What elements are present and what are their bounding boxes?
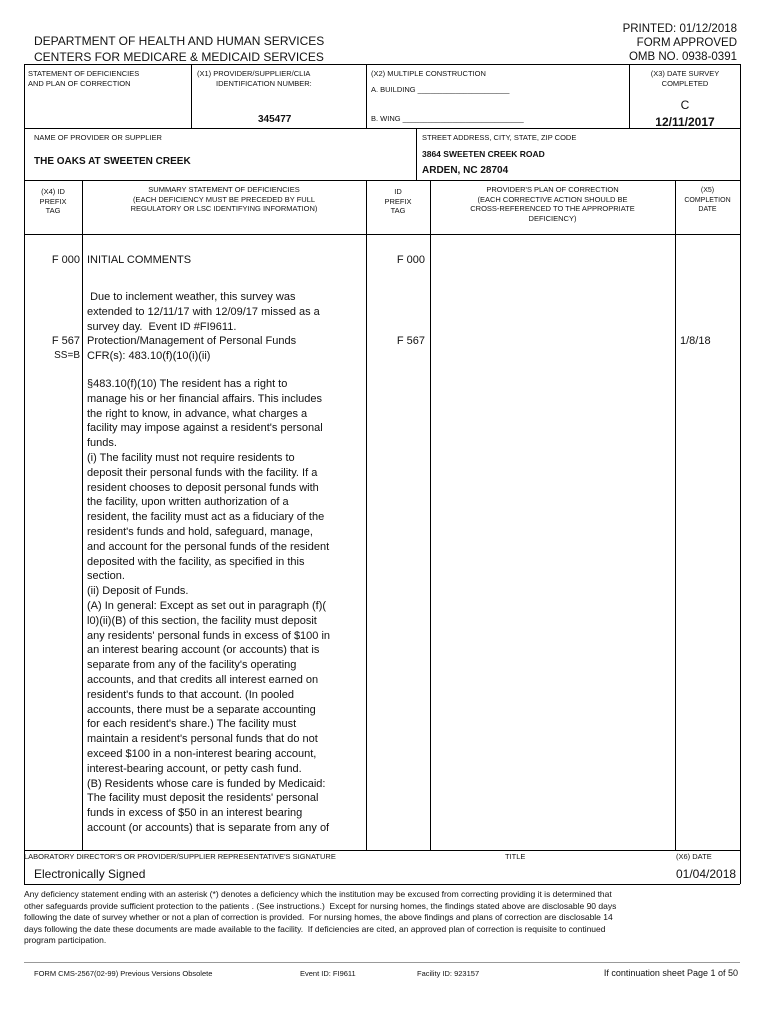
- summary-header-line: REGULATORY OR LSC IDENTIFYING INFORMATION): [130, 204, 318, 213]
- x6-date-label: (X6) DATE: [676, 852, 712, 861]
- plan-header-line: DEFICIENCY): [528, 213, 577, 223]
- building-label: A. BUILDING ______________________: [371, 85, 510, 94]
- signature-bottom: [24, 884, 740, 885]
- id-header-line: TAG: [390, 206, 406, 215]
- event-id: Event ID: FI9611: [300, 969, 356, 978]
- facility-id: Facility ID: 923157: [417, 969, 480, 978]
- plan-header-line: (EACH CORRECTIVE ACTION SHOULD BE: [477, 194, 628, 204]
- f567-severity: SS=B: [54, 350, 80, 361]
- f000-id-tag: F 000: [396, 254, 425, 266]
- x3-label-2: COMPLETED: [661, 79, 709, 88]
- f567-completion-date: 1/8/18: [680, 335, 711, 347]
- summary-header-line: SUMMARY STATEMENT OF DEFICIENCIES: [148, 185, 300, 194]
- statement-label-1: STATEMENT OF DEFICIENCIES: [28, 69, 140, 78]
- x4-header-line: (X4) ID: [41, 187, 65, 196]
- plan-header: [430, 185, 675, 223]
- title-label: TITLE: [505, 852, 526, 861]
- provider-id-number: 345477: [258, 114, 292, 125]
- form-approved: FORM APPROVED: [636, 37, 737, 49]
- summary-header-line: (EACH DEFICIENCY MUST BE PRECEDED BY FULL: [132, 194, 316, 204]
- x3-label-1: (X3) DATE SURVEY: [650, 69, 720, 78]
- x4-header-line: TAG: [45, 206, 61, 215]
- address-label: STREET ADDRESS, CITY, STATE, ZIP CODE: [422, 133, 577, 142]
- printed-date: PRINTED: 01/12/2018: [622, 23, 737, 35]
- x5-header: [675, 186, 740, 215]
- x4-header-line: PREFIX: [39, 196, 67, 206]
- provider-name: THE OAKS AT SWEETEN CREEK: [34, 156, 191, 167]
- signature-date: 01/04/2018: [676, 867, 737, 881]
- plan-header-line: CROSS-REFERENCED TO THE APPROPRIATE: [470, 204, 635, 213]
- signature-value: Electronically Signed: [34, 867, 146, 881]
- x5-header-line: COMPLETION: [684, 196, 731, 204]
- agency-name: CENTERS FOR MEDICARE & MEDICAID SERVICES: [34, 50, 324, 64]
- x5-header-line: (X5): [700, 187, 715, 194]
- survey-type-code: C: [680, 98, 690, 112]
- footer-rule: [24, 962, 740, 963]
- f567-title: Protection/Management of Personal Funds CFR(s): 483.10(f)(10(i)(ii): [87, 335, 297, 362]
- divider: [416, 128, 417, 180]
- x2-label: (X2) MULTIPLE CONSTRUCTION: [371, 69, 486, 78]
- top-border: [24, 64, 740, 65]
- id-prefix-header: [366, 187, 430, 216]
- x1-label-2: IDENTIFICATION NUMBER:: [216, 79, 312, 88]
- omb-number: OMB NO. 0938-0391: [628, 51, 737, 63]
- f567-prefix-tag: F 567: [51, 335, 80, 347]
- plan-header-line: PROVIDER'S PLAN OF CORRECTION: [486, 185, 619, 194]
- f567-id-tag: F 567: [396, 335, 425, 347]
- survey-date: 12/11/2017: [655, 115, 715, 129]
- table-bottom: [24, 850, 740, 851]
- department-name: DEPARTMENT OF HEALTH AND HUMAN SERVICES: [34, 34, 325, 48]
- column-divider: [430, 180, 431, 850]
- id-header-line: ID: [394, 187, 402, 196]
- id-header-line: PREFIX: [384, 196, 412, 206]
- signature-label: LABORATORY DIRECTOR'S OR PROVIDER/SUPPLIER REPRESENTATIVE'S SIGNATURE: [24, 852, 336, 861]
- column-divider: [366, 180, 367, 850]
- f000-prefix-tag: F 000: [51, 254, 80, 266]
- form-number: FORM CMS-2567(02-99) Previous Versions Obsolete: [34, 969, 213, 978]
- divider: [366, 64, 367, 128]
- statement-label-2: AND PLAN OF CORRECTION: [28, 79, 131, 88]
- wing-label: B. WING _____________________________: [371, 114, 524, 123]
- divider: [191, 64, 192, 128]
- provider-block-bottom: [24, 180, 740, 181]
- provider-name-label: NAME OF PROVIDER OR SUPPLIER: [34, 133, 162, 142]
- city-state-zip: ARDEN, NC 28704: [422, 165, 509, 176]
- disclaimer-text: Any deficiency statement ending with an asterisk (*) denotes a deficiency which the institution may be excused from correcting providing it is determined that other safeguards provide sufficient protection to the patients . (See instructions.) Except for nursing homes, the findings stated above are disclosable 90 days following the date of survey whether or not a plan of correction is provided. For nursing homes, the above findings and plans of correction are disclosable 14 days following the date these documents are made available to the facility. If deficiencies are cited, an approved plan of correction is requisite to continued program participation.: [24, 889, 617, 946]
- f567-regulation-text: §483.10(f)(10) The resident has a right to manage his or her financial affairs. This includes the right to know, in advance, what charges a facility may impose against a resident's personal funds. (i) The facility must not require residents to deposit their personal funds with the facility. If a resident chooses to deposit personal funds with the facility, upon written authorization of a resident, the facility must act as a fiduciary of the resident's funds and hold, safeguard, manage, and account for the personal funds of the resident deposited with the facility, as specified in this section. (ii) Deposit of Funds. (A) In general: Except as set out in paragraph (f)( l0)(ii)(B) of this section, the facility must deposit any residents' personal funds in excess of $100 in an interest bearing account (or accounts) that is separate from any of the facility's operating accounts, and that credits all interest earned on resident's funds to that account. (In pooled accounts, there must be a separate accounting for each resident's share.) The facility must maintain a resident's personal funds that do not exceed $100 in a non-interest bearing account, interest-bearing account, or petty cash fund. (B) Residents whose care is funded by Medicaid: The facility must deposit the residents' personal funds in excess of $50 in an interest bearing account (or accounts) that is separate from any of: [87, 378, 331, 834]
- column-divider: [675, 180, 676, 850]
- f000-comment-text: Due to inclement weather, this survey was extended to 12/11/17 with 12/09/17 missed as a survey day. Event ID #FI9611.: [87, 291, 320, 333]
- col-header-bottom: [24, 234, 740, 235]
- x1-label-1: (X1) PROVIDER/SUPPLIER/CLIA: [197, 69, 311, 78]
- street-address: 3864 SWEETEN CREEK ROAD: [422, 149, 545, 159]
- continuation-sheet: If continuation sheet Page 1 of 50: [603, 968, 738, 978]
- right-border: [740, 64, 741, 884]
- f000-heading: INITIAL COMMENTS: [87, 254, 192, 266]
- column-divider: [82, 180, 83, 850]
- summary-header: [82, 185, 366, 214]
- x5-header-line: DATE: [698, 206, 717, 213]
- x4-header: [24, 187, 82, 216]
